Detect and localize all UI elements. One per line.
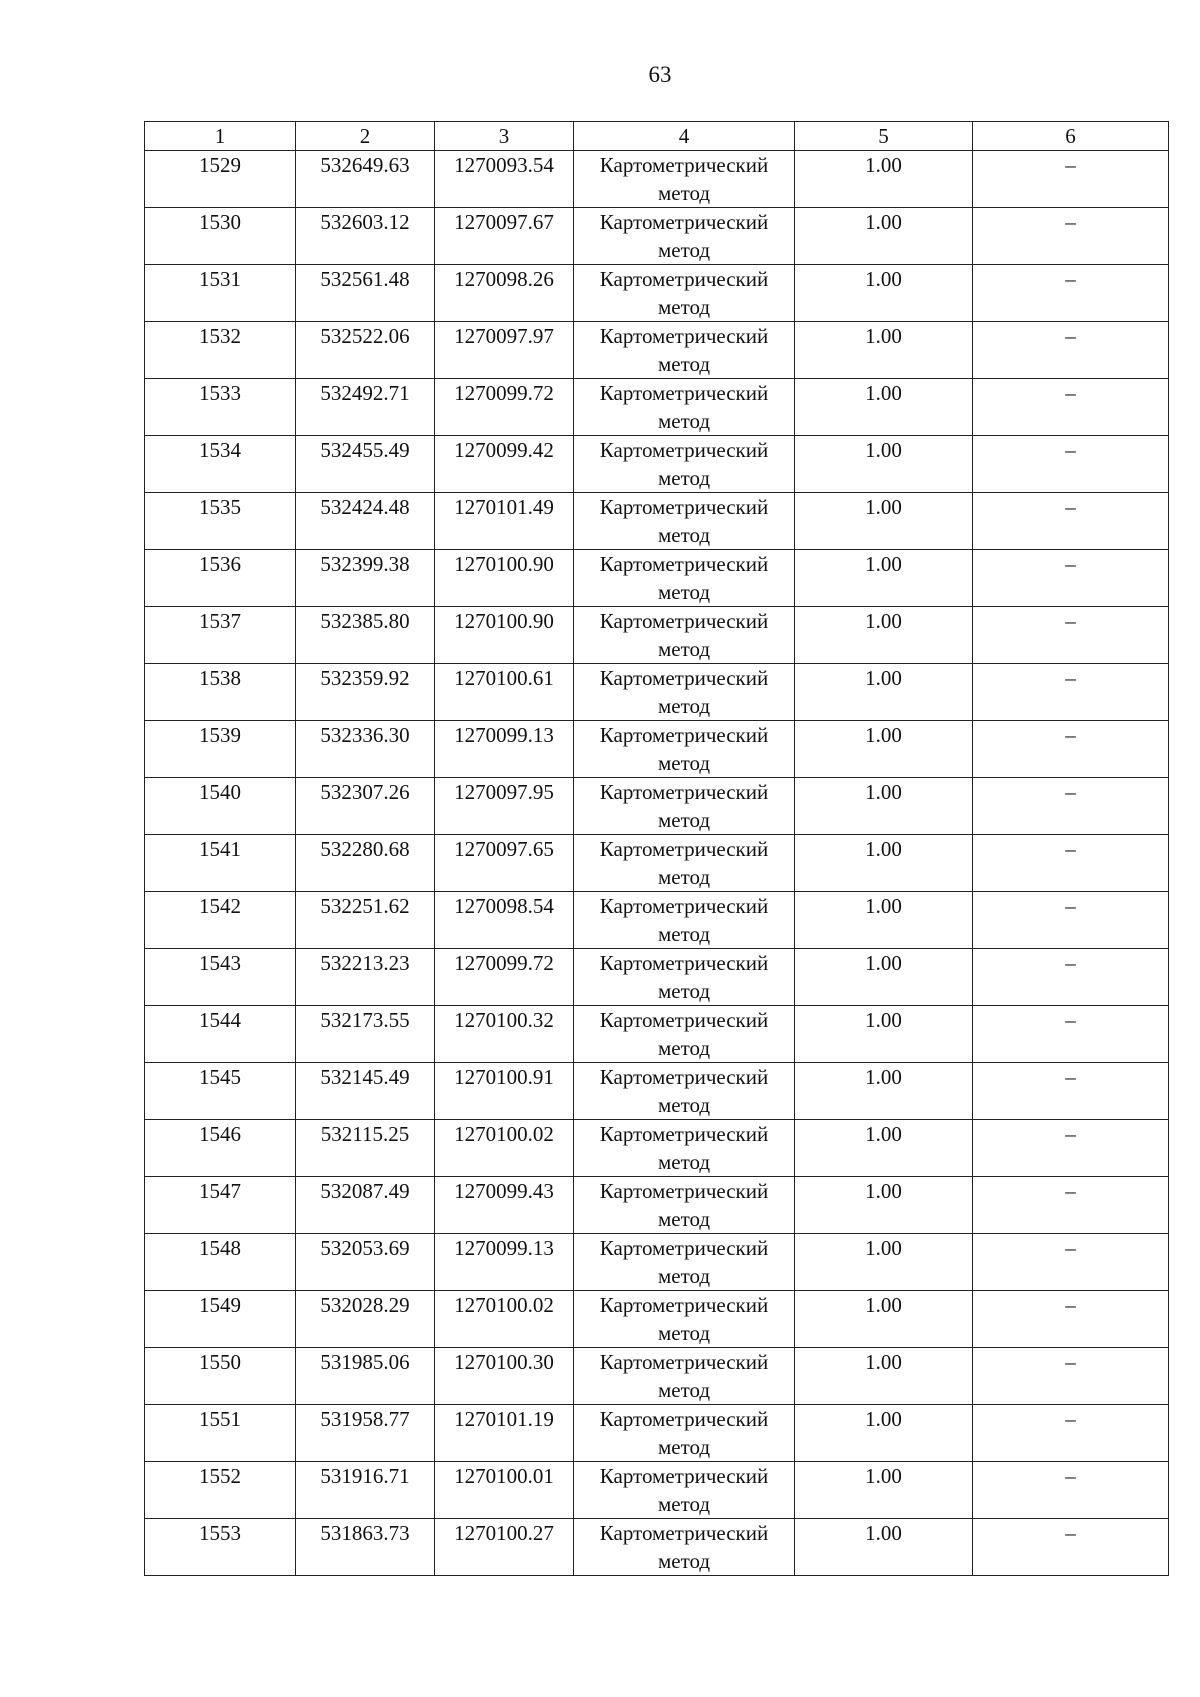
accuracy-cell: 1.00	[795, 664, 973, 721]
description-cell: –	[973, 1234, 1169, 1291]
x-coordinate-cell: 532087.49	[296, 1177, 435, 1234]
description-cell: –	[973, 892, 1169, 949]
description-cell: –	[973, 322, 1169, 379]
x-coordinate-cell: 532492.71	[296, 379, 435, 436]
method-cell	[574, 664, 795, 721]
y-coordinate-cell: 1270097.65	[435, 835, 574, 892]
method-line-1: Картометрический	[599, 666, 769, 690]
x-coordinate-cell: 532522.06	[296, 322, 435, 379]
accuracy-cell: 1.00	[795, 1177, 973, 1234]
method-cell	[574, 778, 795, 835]
x-coordinate-cell: 532053.69	[296, 1234, 435, 1291]
column-header: 1	[145, 122, 296, 151]
accuracy-cell: 1.00	[795, 1405, 973, 1462]
x-coordinate-cell: 532336.30	[296, 721, 435, 778]
y-coordinate-cell: 1270093.54	[435, 151, 574, 208]
description-cell: –	[973, 1405, 1169, 1462]
method-line-1: Картометрический	[599, 1179, 769, 1203]
x-coordinate-cell: 532603.12	[296, 208, 435, 265]
method-line-1: Картометрический	[599, 552, 769, 576]
method-line-2: метод	[657, 865, 711, 889]
table-row	[145, 1006, 1169, 1063]
table-header	[145, 122, 1169, 151]
y-coordinate-cell: 1270100.27	[435, 1519, 574, 1576]
table-row	[145, 436, 1169, 493]
method-line-1: Картометрический	[599, 780, 769, 804]
table-row	[145, 151, 1169, 208]
method-line-2: метод	[657, 580, 711, 604]
x-coordinate-cell: 532173.55	[296, 1006, 435, 1063]
method-line-2: метод	[657, 694, 711, 718]
method-cell	[574, 1291, 795, 1348]
table-row	[145, 949, 1169, 1006]
point-number-cell: 1536	[145, 550, 296, 607]
method-line-1: Картометрический	[599, 1065, 769, 1089]
table-row	[145, 892, 1169, 949]
description-cell: –	[973, 265, 1169, 322]
description-cell: –	[973, 1519, 1169, 1576]
y-coordinate-cell: 1270099.13	[435, 721, 574, 778]
x-coordinate-cell: 532213.23	[296, 949, 435, 1006]
y-coordinate-cell: 1270100.90	[435, 550, 574, 607]
y-coordinate-cell: 1270098.54	[435, 892, 574, 949]
method-line-1: Картометрический	[599, 1236, 769, 1260]
accuracy-cell: 1.00	[795, 1291, 973, 1348]
description-cell: –	[973, 208, 1169, 265]
method-cell	[574, 1462, 795, 1519]
point-number-cell: 1541	[145, 835, 296, 892]
x-coordinate-cell: 531863.73	[296, 1519, 435, 1576]
accuracy-cell: 1.00	[795, 1063, 973, 1120]
x-coordinate-cell: 531916.71	[296, 1462, 435, 1519]
method-cell	[574, 436, 795, 493]
description-cell: –	[973, 664, 1169, 721]
description-cell: –	[973, 1063, 1169, 1120]
method-line-2: метод	[657, 751, 711, 775]
method-cell	[574, 1234, 795, 1291]
table-row	[145, 265, 1169, 322]
method-line-1: Картометрический	[599, 951, 769, 975]
accuracy-cell: 1.00	[795, 1120, 973, 1177]
x-coordinate-cell: 532424.48	[296, 493, 435, 550]
y-coordinate-cell: 1270097.97	[435, 322, 574, 379]
method-line-2: метод	[657, 1264, 711, 1288]
point-number-cell: 1542	[145, 892, 296, 949]
x-coordinate-cell: 532359.92	[296, 664, 435, 721]
y-coordinate-cell: 1270100.02	[435, 1291, 574, 1348]
x-coordinate-cell: 532251.62	[296, 892, 435, 949]
method-cell	[574, 1120, 795, 1177]
description-cell: –	[973, 1462, 1169, 1519]
point-number-cell: 1529	[145, 151, 296, 208]
accuracy-cell: 1.00	[795, 1462, 973, 1519]
method-cell	[574, 322, 795, 379]
method-cell	[574, 1348, 795, 1405]
point-number-cell: 1553	[145, 1519, 296, 1576]
method-line-1: Картометрический	[599, 837, 769, 861]
method-line-2: метод	[657, 1036, 711, 1060]
table-row	[145, 550, 1169, 607]
table-row	[145, 322, 1169, 379]
method-line-2: метод	[657, 295, 711, 319]
method-cell	[574, 1519, 795, 1576]
method-line-2: метод	[657, 637, 711, 661]
description-cell: –	[973, 1177, 1169, 1234]
point-number-cell: 1549	[145, 1291, 296, 1348]
y-coordinate-cell: 1270098.26	[435, 265, 574, 322]
method-line-2: метод	[657, 922, 711, 946]
description-cell: –	[973, 607, 1169, 664]
method-line-2: метод	[657, 1207, 711, 1231]
description-cell: –	[973, 1120, 1169, 1177]
accuracy-cell: 1.00	[795, 607, 973, 664]
method-line-2: метод	[657, 1150, 711, 1174]
column-header: 6	[973, 122, 1169, 151]
method-line-1: Картометрический	[599, 723, 769, 747]
description-cell: –	[973, 778, 1169, 835]
method-cell	[574, 949, 795, 1006]
x-coordinate-cell: 532307.26	[296, 778, 435, 835]
description-cell: –	[973, 1348, 1169, 1405]
accuracy-cell: 1.00	[795, 721, 973, 778]
method-line-2: метод	[657, 808, 711, 832]
table-row	[145, 1120, 1169, 1177]
y-coordinate-cell: 1270097.95	[435, 778, 574, 835]
accuracy-cell: 1.00	[795, 778, 973, 835]
method-line-1: Картометрический	[599, 267, 769, 291]
method-line-1: Картометрический	[599, 609, 769, 633]
point-number-cell: 1551	[145, 1405, 296, 1462]
x-coordinate-cell: 531958.77	[296, 1405, 435, 1462]
method-cell	[574, 721, 795, 778]
method-line-1: Картометрический	[599, 1464, 769, 1488]
table-row	[145, 1063, 1169, 1120]
point-number-cell: 1531	[145, 265, 296, 322]
table-row	[145, 208, 1169, 265]
method-line-2: метод	[657, 1435, 711, 1459]
accuracy-cell: 1.00	[795, 835, 973, 892]
point-number-cell: 1533	[145, 379, 296, 436]
method-line-2: метод	[657, 1321, 711, 1345]
column-header: 2	[296, 122, 435, 151]
method-line-1: Картометрический	[599, 1350, 769, 1374]
y-coordinate-cell: 1270099.72	[435, 379, 574, 436]
table-row	[145, 379, 1169, 436]
description-cell: –	[973, 151, 1169, 208]
x-coordinate-cell: 532028.29	[296, 1291, 435, 1348]
method-line-2: метод	[657, 238, 711, 262]
y-coordinate-cell: 1270097.67	[435, 208, 574, 265]
description-cell: –	[973, 436, 1169, 493]
method-cell	[574, 265, 795, 322]
method-cell	[574, 208, 795, 265]
point-number-cell: 1530	[145, 208, 296, 265]
coordinates-table	[144, 121, 1169, 1576]
x-coordinate-cell: 532561.48	[296, 265, 435, 322]
y-coordinate-cell: 1270100.61	[435, 664, 574, 721]
y-coordinate-cell: 1270099.13	[435, 1234, 574, 1291]
method-line-2: метод	[657, 466, 711, 490]
method-line-2: метод	[657, 181, 711, 205]
accuracy-cell: 1.00	[795, 1234, 973, 1291]
table-row	[145, 493, 1169, 550]
y-coordinate-cell: 1270101.49	[435, 493, 574, 550]
point-number-cell: 1534	[145, 436, 296, 493]
x-coordinate-cell: 532455.49	[296, 436, 435, 493]
accuracy-cell: 1.00	[795, 265, 973, 322]
method-line-2: метод	[657, 409, 711, 433]
accuracy-cell: 1.00	[795, 208, 973, 265]
method-line-2: метод	[657, 352, 711, 376]
x-coordinate-cell: 532385.80	[296, 607, 435, 664]
point-number-cell: 1539	[145, 721, 296, 778]
y-coordinate-cell: 1270100.32	[435, 1006, 574, 1063]
method-line-1: Картометрический	[599, 153, 769, 177]
method-cell	[574, 1006, 795, 1063]
method-line-1: Картометрический	[599, 438, 769, 462]
description-cell: –	[973, 493, 1169, 550]
accuracy-cell: 1.00	[795, 892, 973, 949]
table-row	[145, 664, 1169, 721]
table-row	[145, 1234, 1169, 1291]
y-coordinate-cell: 1270099.43	[435, 1177, 574, 1234]
column-header: 4	[574, 122, 795, 151]
method-line-1: Картометрический	[599, 381, 769, 405]
method-line-1: Картометрический	[599, 324, 769, 348]
point-number-cell: 1548	[145, 1234, 296, 1291]
y-coordinate-cell: 1270100.30	[435, 1348, 574, 1405]
method-cell	[574, 607, 795, 664]
method-line-1: Картометрический	[599, 1407, 769, 1431]
y-coordinate-cell: 1270101.19	[435, 1405, 574, 1462]
point-number-cell: 1532	[145, 322, 296, 379]
description-cell: –	[973, 835, 1169, 892]
description-cell: –	[973, 949, 1169, 1006]
method-line-1: Картометрический	[599, 1122, 769, 1146]
y-coordinate-cell: 1270100.02	[435, 1120, 574, 1177]
point-number-cell: 1552	[145, 1462, 296, 1519]
method-cell	[574, 892, 795, 949]
method-line-1: Картометрический	[599, 1293, 769, 1317]
method-line-2: метод	[657, 979, 711, 1003]
point-number-cell: 1543	[145, 949, 296, 1006]
y-coordinate-cell: 1270099.42	[435, 436, 574, 493]
x-coordinate-cell: 532649.63	[296, 151, 435, 208]
x-coordinate-cell: 532115.25	[296, 1120, 435, 1177]
accuracy-cell: 1.00	[795, 1006, 973, 1063]
point-number-cell: 1535	[145, 493, 296, 550]
table-row	[145, 778, 1169, 835]
point-number-cell: 1545	[145, 1063, 296, 1120]
x-coordinate-cell: 531985.06	[296, 1348, 435, 1405]
method-cell	[574, 151, 795, 208]
point-number-cell: 1540	[145, 778, 296, 835]
point-number-cell: 1537	[145, 607, 296, 664]
x-coordinate-cell: 532280.68	[296, 835, 435, 892]
accuracy-cell: 1.00	[795, 436, 973, 493]
method-cell	[574, 835, 795, 892]
table-row	[145, 1519, 1169, 1576]
method-cell	[574, 379, 795, 436]
accuracy-cell: 1.00	[795, 322, 973, 379]
table-row	[145, 1462, 1169, 1519]
description-cell: –	[973, 550, 1169, 607]
y-coordinate-cell: 1270099.72	[435, 949, 574, 1006]
column-header: 5	[795, 122, 973, 151]
description-cell: –	[973, 1291, 1169, 1348]
table-row	[145, 1291, 1169, 1348]
description-cell: –	[973, 721, 1169, 778]
x-coordinate-cell: 532399.38	[296, 550, 435, 607]
method-line-1: Картометрический	[599, 1008, 769, 1032]
method-cell	[574, 1405, 795, 1462]
accuracy-cell: 1.00	[795, 550, 973, 607]
method-line-2: метод	[657, 1549, 711, 1573]
accuracy-cell: 1.00	[795, 1348, 973, 1405]
accuracy-cell: 1.00	[795, 1519, 973, 1576]
method-line-1: Картометрический	[599, 1521, 769, 1545]
table-row	[145, 1348, 1169, 1405]
point-number-cell: 1544	[145, 1006, 296, 1063]
point-number-cell: 1538	[145, 664, 296, 721]
point-number-cell: 1546	[145, 1120, 296, 1177]
header-row	[145, 122, 1169, 151]
description-cell: –	[973, 1006, 1169, 1063]
table-row	[145, 1177, 1169, 1234]
table-row	[145, 1405, 1169, 1462]
point-number-cell: 1547	[145, 1177, 296, 1234]
method-line-2: метод	[657, 1093, 711, 1117]
accuracy-cell: 1.00	[795, 379, 973, 436]
page-number: 63	[648, 62, 672, 87]
accuracy-cell: 1.00	[795, 949, 973, 1006]
table-row	[145, 721, 1169, 778]
method-line-1: Картометрический	[599, 210, 769, 234]
method-cell	[574, 1177, 795, 1234]
y-coordinate-cell: 1270100.90	[435, 607, 574, 664]
y-coordinate-cell: 1270100.91	[435, 1063, 574, 1120]
method-line-2: метод	[657, 523, 711, 547]
accuracy-cell: 1.00	[795, 151, 973, 208]
accuracy-cell: 1.00	[795, 493, 973, 550]
description-cell: –	[973, 379, 1169, 436]
table-body	[145, 151, 1169, 1576]
method-line-2: метод	[657, 1378, 711, 1402]
table-row	[145, 607, 1169, 664]
point-number-cell: 1550	[145, 1348, 296, 1405]
table-row	[145, 835, 1169, 892]
column-header: 3	[435, 122, 574, 151]
method-line-1: Картометрический	[599, 894, 769, 918]
x-coordinate-cell: 532145.49	[296, 1063, 435, 1120]
method-line-1: Картометрический	[599, 495, 769, 519]
method-cell	[574, 550, 795, 607]
method-line-2: метод	[657, 1492, 711, 1516]
y-coordinate-cell: 1270100.01	[435, 1462, 574, 1519]
method-cell	[574, 493, 795, 550]
method-cell	[574, 1063, 795, 1120]
